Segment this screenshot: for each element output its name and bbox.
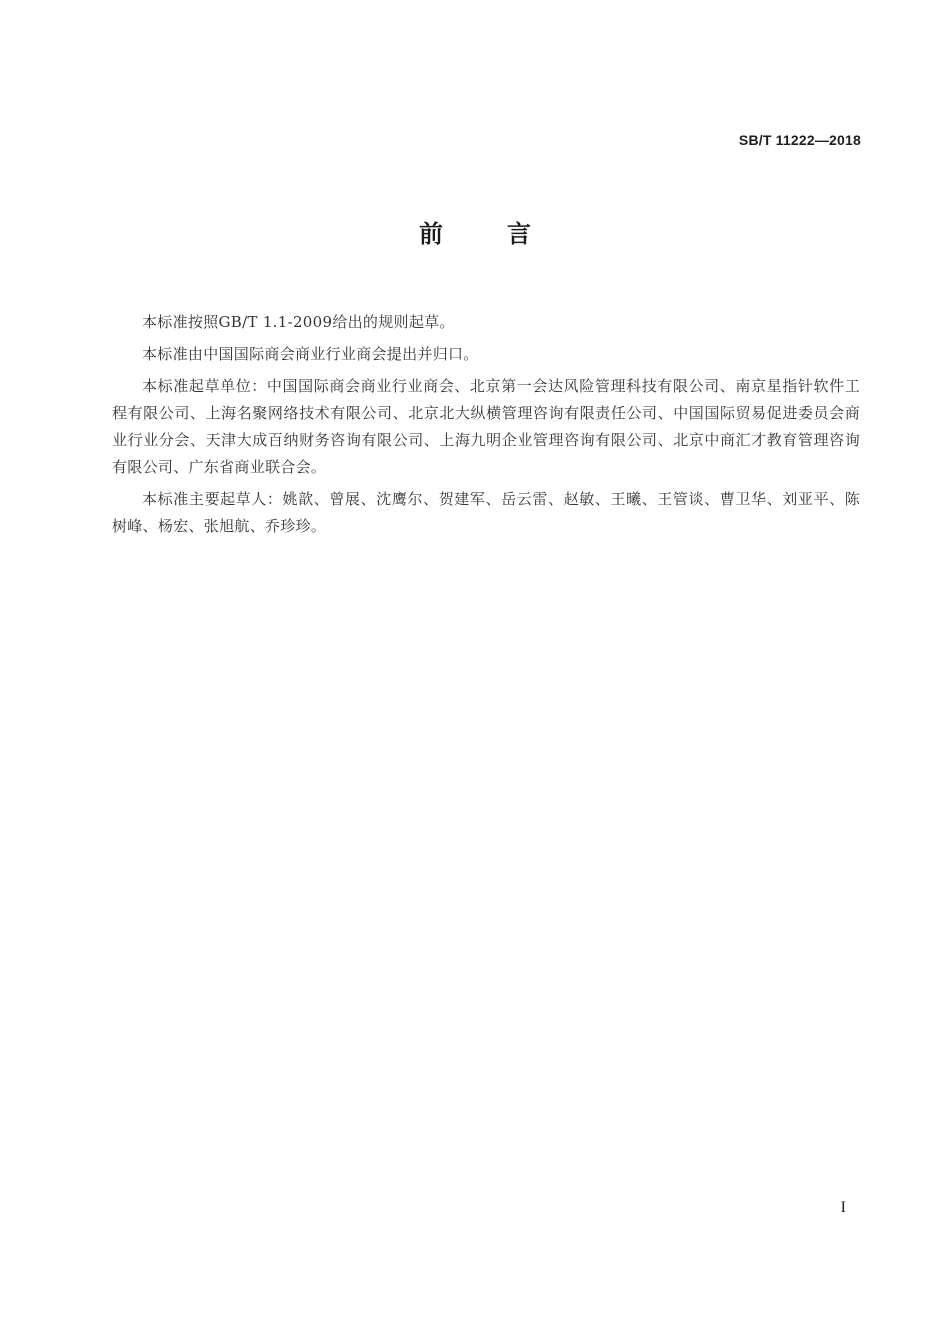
page-title: 前言 — [419, 220, 595, 248]
standard-code: SB/T 11222—2018 — [738, 132, 861, 148]
paragraph-proposer: 本标准由中国国际商会商业行业商会提出并归口。 — [142, 345, 479, 363]
paragraph-drafting-rules: 本标准按照GB/T 1.1-2009给出的规则起草。 — [142, 313, 455, 331]
paragraph-main-drafters: 本标准主要起草人：姚歆、曾展、沈鹰尔、贺建军、岳云雷、赵敏、王曦、王管谈、曹卫华、刘亚平、陈树峰、杨宏、张旭航、乔珍珍。 — [112, 490, 860, 535]
page-number: I — [840, 1199, 846, 1216]
paragraph-drafting-units: 本标准起草单位：中国国际商会商业行业商会、北京第一会达风险管理科技有限公司、南京星指针软件工程有限公司、上海名聚网络技术有限公司、北京北大纵横管理咨询有限责任公司、中国国际贸易促进委员会商业行业分会、天津大成百纳财务咨询有限公司、上海九明企业管理咨询有限公司、北京中商汇才教育管理咨询有限公司、广东省商业联合会。 — [112, 377, 860, 476]
document-body — [112, 309, 860, 545]
